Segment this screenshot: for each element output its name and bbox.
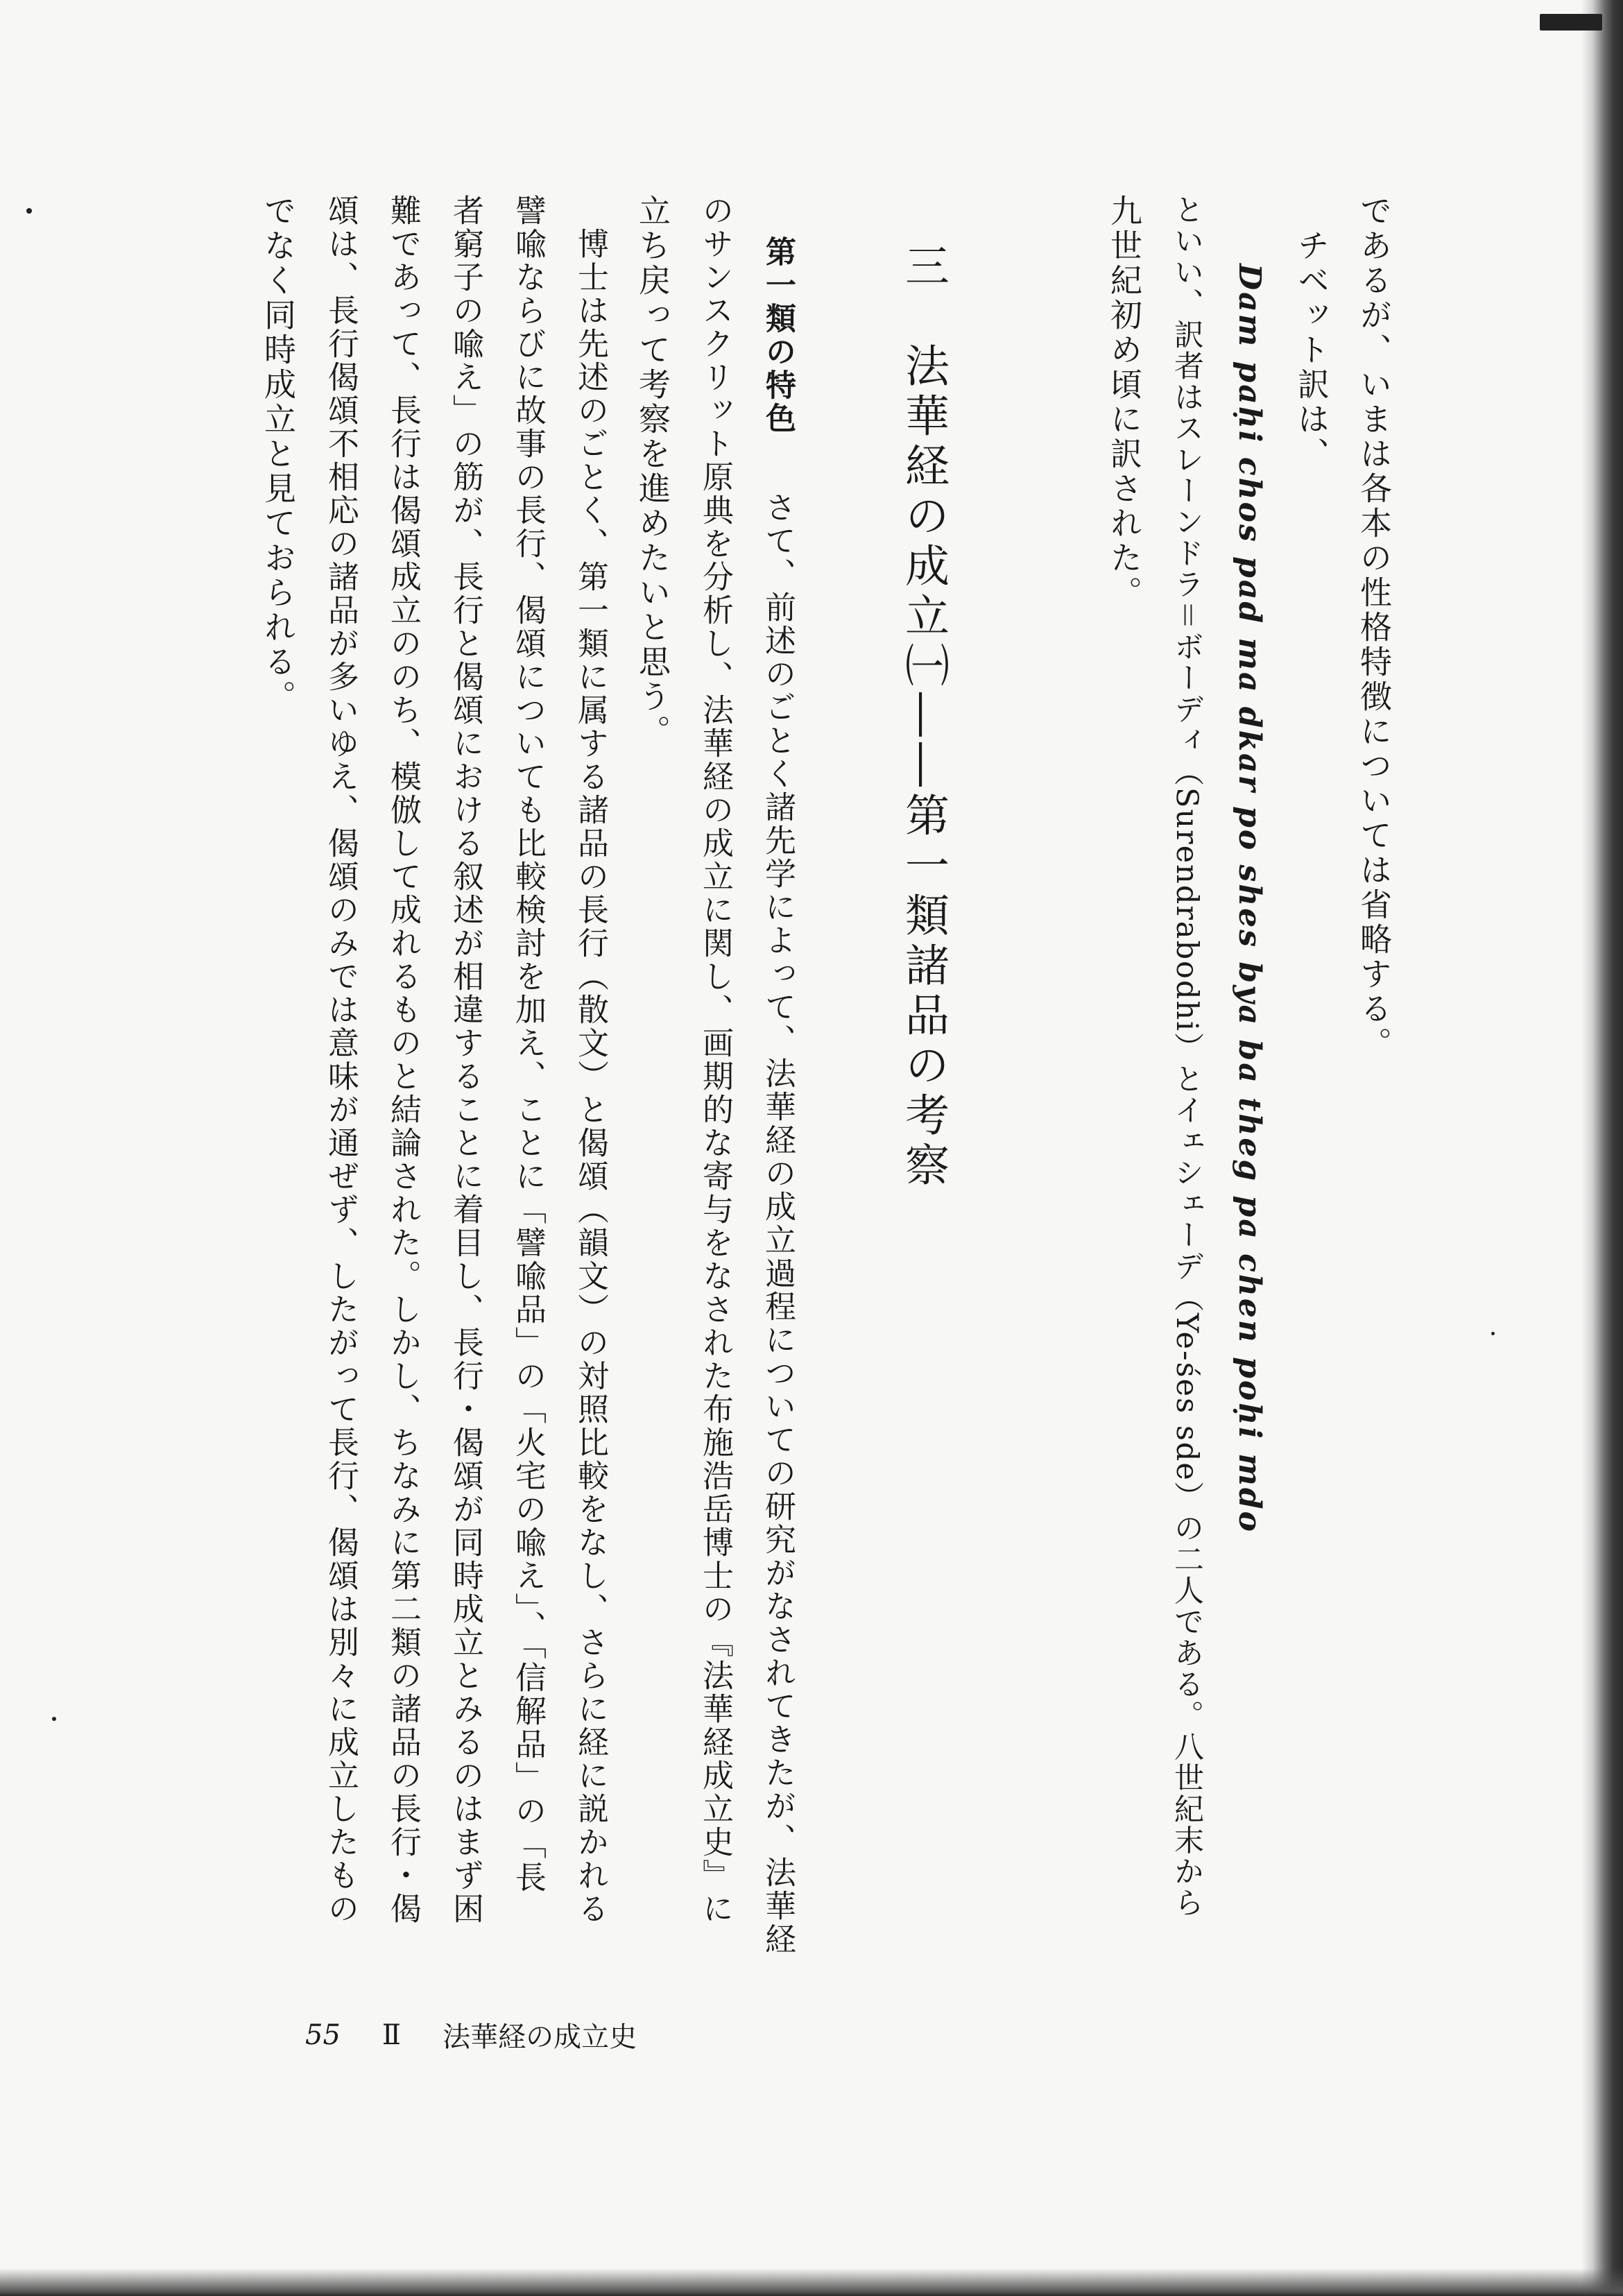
body-line: さて、前述のごとく諸先学によって、法華経の成立過程についての研究がなされてきたが、法華経 [759,458,796,1956]
scan-speck [52,1717,56,1721]
tibetan-title: Dam paḥi chos pad ma dkar po shes bya ba theg pa chen poḥi mdo [1232,264,1267,1534]
body-line: 者窮子の喩え」の筋が、長行と偈頌における叙述が相違することに着目し、長行・偈頌が同時成立とみるのはまず困 [447,194,484,1926]
page-footer [305,2015,637,2055]
body-line: といい、訳者はスレーンドラ＝ボーディ（Surendrabodhi）とイェシェーデ（Ye-śes sde）の二人である。八世紀末から [1169,194,1204,1919]
scan-speck [26,208,32,214]
scan-speck [1491,1332,1495,1335]
subsection-label: 第一類の特色 [760,236,796,436]
body-line: であるが、いまは各本の性格特徴については省略する。 [1355,194,1393,1061]
body-line: 頌は、長行偈頌不相応の諸品が多いゆえ、偈頌のみでは意味が通ぜず、したがって長行、偈頌は別々に成立したもの [323,194,359,1926]
binding-edge [1540,14,1602,31]
section-heading: 三 法華経の成立㈠――第一類諸品の考察 [898,243,949,1192]
body-line: 譬喩ならびに故事の長行、偈頌についても比較検討を加え、ことに「譬喩品」の「火宅の喩え」、「信解品」の「長 [510,194,547,1894]
page-bottom-edge [0,2268,1623,2296]
body-line: でなく同時成立と見ておられる。 [259,194,297,714]
page-binding-shadow [1581,0,1623,2296]
body-line: 立ち戻って考察を進めたいと思う。 [634,194,671,749]
part-number: Ⅱ [381,2019,402,2051]
running-title: 法華経の成立史 [443,2021,637,2053]
body-line: チベット訳は、 [1293,194,1330,472]
page-number: 55 [305,2019,341,2051]
body-line: 博士は先述のごとく、第一類に属する諸品の長行（散文）と偈頌（韻文）の対照比較をなし、さらに経に説かれる [572,194,609,1926]
body-line: のサンスクリット原典を分析し、法華経の成立に関し、画期的な寄与をなされた布施浩岳博士の『法華経成立史』に [697,194,734,1926]
body-line: 難であって、長行は偈頌成立ののち、模倣して成れるものと結論された。しかし、ちなみに第二類の諸品の長行・偈 [385,194,422,1926]
body-line: 九世紀初め頃に訳された。 [1106,194,1143,610]
